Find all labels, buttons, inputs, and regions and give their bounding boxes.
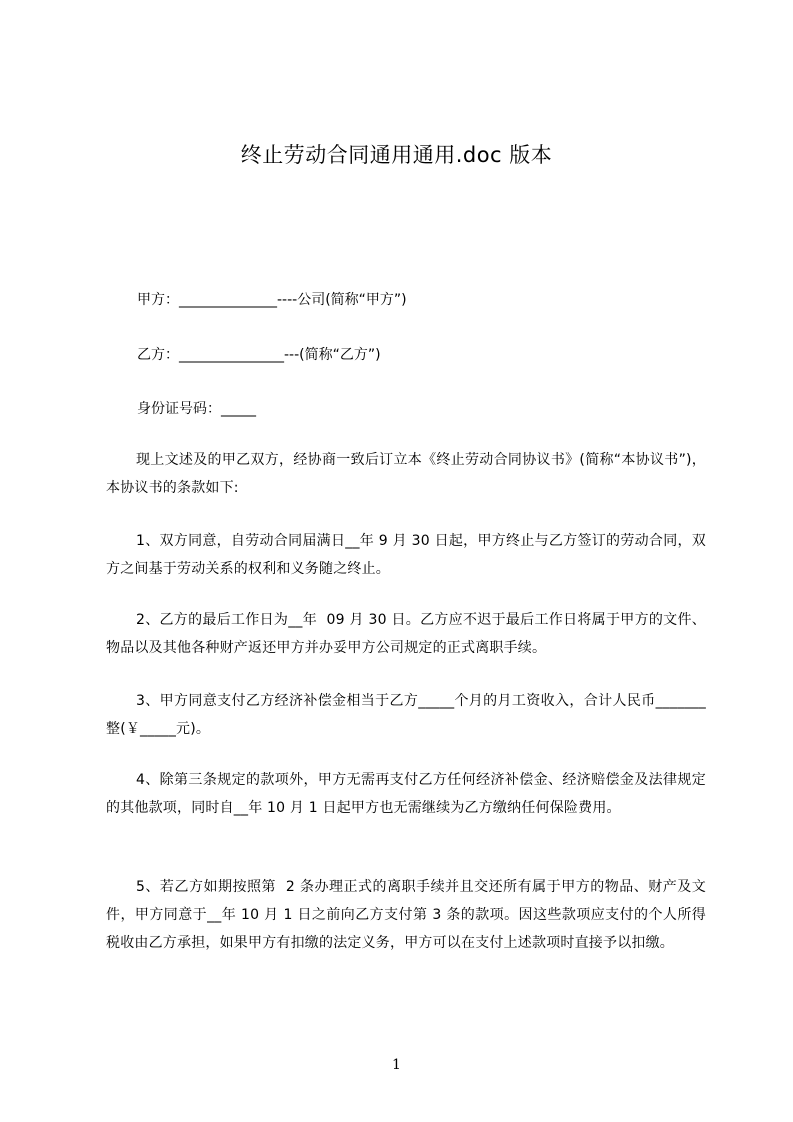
intro-paragraph — [106, 446, 706, 502]
clause-3-paragraph — [106, 687, 706, 743]
document-title: 终止劳动合同通用通用.doc 版本 — [240, 143, 553, 167]
intro-paragraph-text: 现上文述及的甲乙双方，经协商一致后订立本《终止劳动合同协议书》(简称“本协议书”)，本协议书的条款如下: — [106, 452, 706, 496]
clause-4-text: 4、除第三条规定的款项外，甲方无需再支付乙方任何经济补偿金、经济赔偿金及法律规定的其他款项，同时自__年 10 月 1 日起甲方也无需继续为乙方缴纳任何保险费用。 — [106, 772, 706, 816]
page-number: 1 — [392, 1057, 401, 1073]
clause-1-text: 1、双方同意，自劳动合同届满日__年 9 月 30 日起，甲方终止与乙方签订的劳动合同，双方之间基于劳动关系的权利和义务随之终止。 — [106, 533, 706, 577]
party-a-field: 甲方：______________----公司(简称“甲方”) — [137, 292, 407, 308]
clause-1-paragraph — [106, 527, 706, 583]
clause-3-text: 3、甲方同意支付乙方经济补偿金相当于乙方_____个月的月工资收入，合计人民币_______整(￥_____元)。 — [106, 693, 706, 737]
party-b-field: 乙方：_______________---(简称“乙方”) — [137, 347, 381, 363]
clause-4-paragraph — [106, 766, 706, 822]
clause-5-text: 5、若乙方如期按照第 2 条办理正式的离职手续并且交还所有属于甲方的物品、财产及文件，甲方同意于__年 10 月 1 日之前向乙方支付第 3 条的款项。因这些款项应支付的个人所得税收由乙方承担，如果甲方有扣缴的法定义务，甲方可以在支付上述款项时直接予以扣缴。 — [106, 879, 706, 951]
clause-5-paragraph — [106, 873, 706, 957]
clause-2-paragraph — [106, 606, 706, 662]
id-number-field: 身份证号码：_____ — [137, 401, 256, 417]
clause-2-text: 2、乙方的最后工作日为__年 09 月 30 日。乙方应不迟于最后工作日将属于甲方的文件、物品以及其他各种财产返还甲方并办妥甲方公司规定的正式离职手续。 — [106, 612, 706, 656]
